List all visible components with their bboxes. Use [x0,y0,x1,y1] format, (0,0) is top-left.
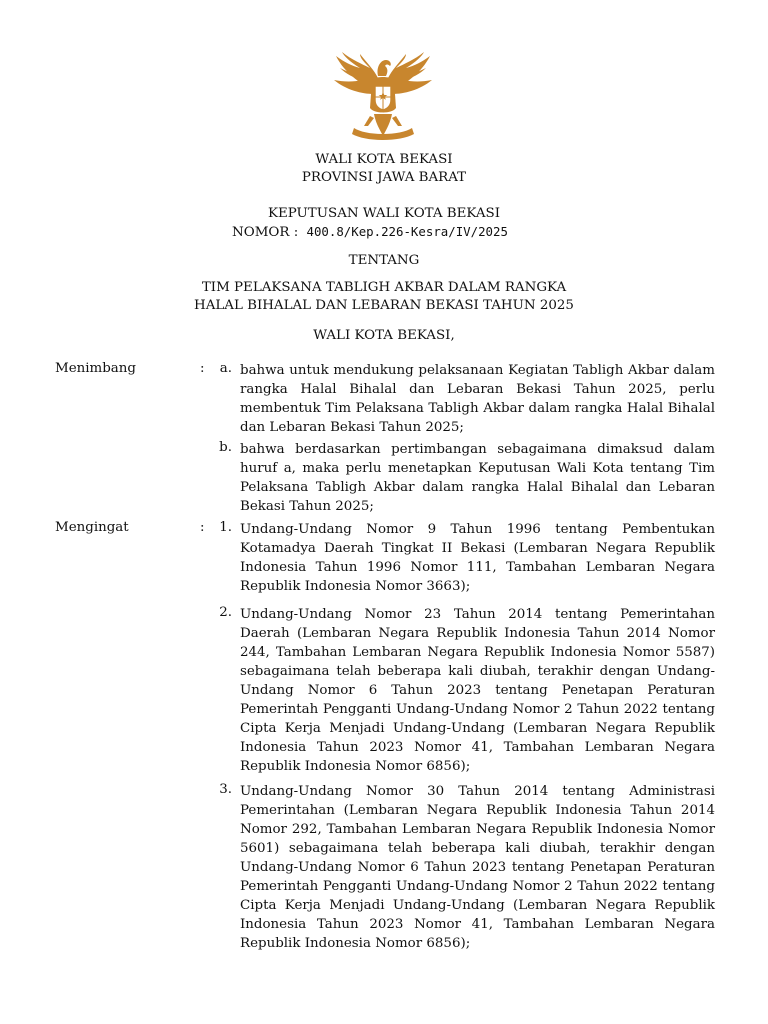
mengingat-item-1-text: Undang-Undang Nomor 9 Tahun 1996 tentang Pembentukan Kotamadya Daerah Tingkat II Bekasi (Lembaran Negara Republik Indonesia Tahun 1996 Nomor 111, Tambahan Lembaran Negara Republik Indonesia Nomor 3663); [240,522,715,594]
menimbang-item-a-text: bahwa untuk mendukung pelaksanaan Kegiatan Tabligh Akbar dalam rangka Halal Bihalal dan Lebaran Bekasi Tahun 2025, perlu membentuk Tim Pelaksana Tabligh Akbar dalam rangka Halal Bihalal dan Lebaran Bekasi Tahun 2025; [240,363,715,435]
mengingat-item-3-marker: 3. [219,782,232,797]
menimbang-item-a-marker: a. [219,361,232,376]
mengingat-item-2-text: Undang-Undang Nomor 23 Tahun 2014 tentang Pemerintahan Daerah (Lembaran Negara Republik Indonesia Tahun 2014 Nomor 244, Tambahan Lembaran Negara Republik Indonesia Nomor 5587) sebagaimana telah beberapa kali diubah, terakhir dengan Undang-Undang Nomor 6 Tahun 2023 tentang Penetapan Peraturan Pemerintah Pengganti Undang-Undang Nomor 2 Tahun 2022 tentang Cipta Kerja Menjadi Undang-Undang (Lembaran Negara Republik Indonesia Tahun 2023 Nomor 41, Tambahan Lembaran Negara Republik Indonesia Nomor 6856); [240,607,715,774]
decree-number-line [232,224,508,240]
mengingat-item-1-marker: 1. [219,520,232,535]
decree-number-value: 400.8/Kep.226-Kesra/IV/2025 [306,224,508,239]
issuer-name: WALI KOTA BEKASI [315,152,453,167]
subject-line-1: TIM PELAKSANA TABLIGH AKBAR DALAM RANGKA [201,280,567,295]
tentang-heading: TENTANG [348,253,420,268]
mengingat-colon: : [200,520,205,535]
subject-line-2: HALAL BIHALAL DAN LEBARAN BEKASI TAHUN 2025 [194,298,574,313]
menimbang-item-b-marker: b. [219,440,232,455]
mengingat-item-2-marker: 2. [219,605,232,620]
decree-number-label: NOMOR : [232,225,299,240]
mengingat-label: Mengingat [55,520,129,535]
menimbang-item-b-text: bahwa berdasarkan pertimbangan sebagaimana dimaksud dalam huruf a, maka perlu menetapkan Keputusan Wali Kota tentang Tim Pelaksana Tabligh Akbar dalam rangka Halal Bihalal dan Lebaran Bekasi Tahun 2025; [240,442,715,514]
mengingat-item-3-text: Undang-Undang Nomor 30 Tahun 2014 tentang Administrasi Pemerintahan (Lembaran Negara Republik Indonesia Tahun 2014 Nomor 292, Tambahan Lembaran Negara Republik Indonesia Nomor 5601) sebagaimana telah beberapa kali diubah, terakhir dengan Undang-Undang Nomor 6 Tahun 2023 tentang Penetapan Peraturan Pemerintah Pengganti Undang-Undang Nomor 2 Tahun 2022 tentang Cipta Kerja Menjadi Undang-Undang (Lembaran Negara Republik Indonesia Tahun 2023 Nomor 41, Tambahan Lembaran Negara Republik Indonesia Nomor 6856); [240,784,715,951]
garuda-pancasila-emblem-icon [330,50,436,146]
decree-title: KEPUTUSAN WALI KOTA BEKASI [267,206,501,221]
authority-heading: WALI KOTA BEKASI, [313,328,455,343]
menimbang-label: Menimbang [55,361,136,376]
issuer-province: PROVINSI JAWA BARAT [301,170,467,185]
menimbang-colon: : [200,361,205,376]
